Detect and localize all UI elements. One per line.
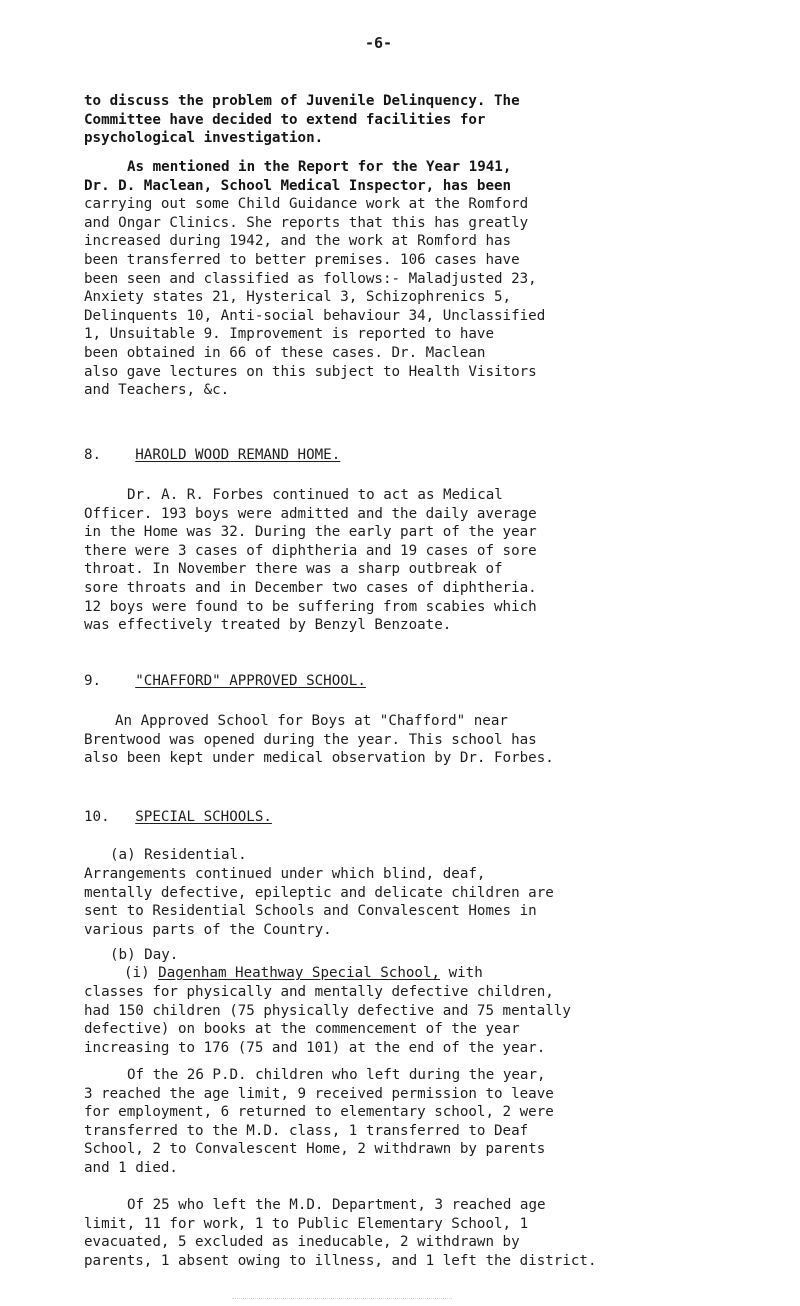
text-line: also gave lectures on this subject to Health Visitors: [84, 363, 537, 380]
text-line: classes for physically and mentally defective children,: [84, 984, 554, 1000]
text-line: parents, 1 absent owing to illness, and 1 left the district.: [84, 1252, 597, 1269]
md-department-paragraph: [84, 1196, 784, 1270]
text-line: evacuated, 5 excluded as ineducable, 2 withdrawn by: [84, 1234, 520, 1251]
section-number: 10.: [84, 809, 110, 825]
text-line: 1, Unsuitable 9. Improvement is reported to have: [84, 326, 494, 343]
text-line: increasing to 176 (75 and 101) at the end of the year.: [84, 1039, 546, 1056]
scan-artifact: [232, 1286, 452, 1299]
text-line: Officer. 193 boys were admitted and the daily average: [84, 505, 537, 522]
text-line: there were 3 cases of diphtheria and 19 cases of sore: [84, 542, 537, 559]
section-number: 9.: [84, 673, 102, 689]
day-subheading: (b) Day.: [110, 947, 179, 963]
text-line: sore throats and in December two cases of diphtheria.: [84, 579, 537, 596]
text-line: been obtained in 66 of these cases. Dr. Maclean: [84, 344, 486, 361]
text-line: psychological investigation.: [84, 130, 324, 147]
section-number: 8.: [84, 447, 102, 463]
text-line: School, 2 to Convalescent Home, 2 withdrawn by parents: [84, 1141, 546, 1158]
text-line: limit, 11 for work, 1 to Public Elementary School, 1: [84, 1215, 529, 1232]
text-line: Delinquents 10, Anti-social behaviour 34, Unclassified: [84, 307, 546, 324]
text-line: 3 reached the age limit, 9 received permission to leave: [84, 1085, 554, 1102]
text-line: As mentioned in the Report for the Year 1941,: [127, 159, 512, 175]
dagenham-heading: [124, 964, 483, 983]
text-line: been seen and classified as follows:- Maladjusted 23,: [84, 270, 537, 287]
text-line: in the Home was 32. During the early part of the year: [84, 524, 537, 541]
section-title: HAROLD WOOD REMAND HOME.: [135, 447, 341, 463]
text-line: transferred to the M.D. class, 1 transferred to Deaf: [84, 1122, 529, 1139]
text-line: for employment, 6 returned to elementary school, 2 were: [84, 1104, 554, 1121]
school-name: Dagenham Heathway Special School,: [158, 965, 441, 981]
section-9-body: [84, 712, 784, 768]
text-line: 12 boys were found to be suffering from scabies which: [84, 598, 537, 615]
text-line: Committee have decided to extend facilities for: [84, 111, 486, 128]
residential-subheading: (a) Residential.: [110, 847, 247, 863]
text-line: defective) on books at the commencement of the year: [84, 1021, 520, 1038]
text-line: to discuss the problem of Juvenile Delinquency. The: [84, 93, 520, 109]
text-line: An Approved School for Boys at "Chafford" near: [115, 713, 508, 729]
text-line: throat. In November there was a sharp outbreak of: [84, 561, 503, 578]
section-title: SPECIAL SCHOOLS.: [135, 809, 272, 825]
section-9-heading: [84, 672, 366, 691]
text-line: mentally defective, epileptic and delicate children are: [84, 884, 554, 901]
text-line: Of 25 who left the M.D. Department, 3 reached age: [127, 1197, 546, 1213]
text-line: increased during 1942, and the work at Romford has: [84, 233, 512, 250]
intro-paragraph: [84, 92, 784, 148]
text-line: was effectively treated by Benzyl Benzoate.: [84, 617, 452, 634]
text-line: also been kept under medical observation by Dr. Forbes.: [84, 750, 554, 767]
text-line: been transferred to better premises. 106 cases have: [84, 251, 520, 268]
item-number: (i): [124, 965, 150, 981]
text-line: Arrangements continued under which blind, deaf,: [84, 866, 486, 882]
text-line: Dr. A. R. Forbes continued to act as Medical: [127, 487, 503, 503]
page-number: -6-: [365, 34, 393, 52]
residential-body: [84, 865, 784, 939]
text-line: sent to Residential Schools and Convalescent Homes in: [84, 903, 537, 920]
text-line: Of the 26 P.D. children who left during the year,: [127, 1067, 546, 1083]
text-line: had 150 children (75 physically defective and 75 mentally: [84, 1002, 571, 1019]
section-8-heading: [84, 446, 340, 465]
text-line: various parts of the Country.: [84, 921, 332, 938]
text-line: Anxiety states 21, Hysterical 3, Schizophrenics 5,: [84, 289, 512, 306]
pd-children-paragraph: [84, 1066, 784, 1178]
text-line: and 1 died.: [84, 1159, 178, 1176]
heading-tail: with: [440, 965, 483, 981]
section-title: "CHAFFORD" APPROVED SCHOOL.: [135, 673, 366, 689]
section-8-body: [84, 486, 784, 635]
text-line: Dr. D. Maclean, School Medical Inspector, has been: [84, 177, 512, 194]
text-line: Brentwood was opened during the year. This school has: [84, 731, 537, 748]
text-line: and Ongar Clinics. She reports that this has greatly: [84, 214, 529, 231]
dagenham-body: [84, 983, 784, 1057]
text-line: carrying out some Child Guidance work at the Romford: [84, 196, 529, 213]
section-10-heading: [84, 808, 272, 827]
text-line: and Teachers, &c.: [84, 382, 230, 399]
maclean-paragraph: [84, 158, 784, 400]
